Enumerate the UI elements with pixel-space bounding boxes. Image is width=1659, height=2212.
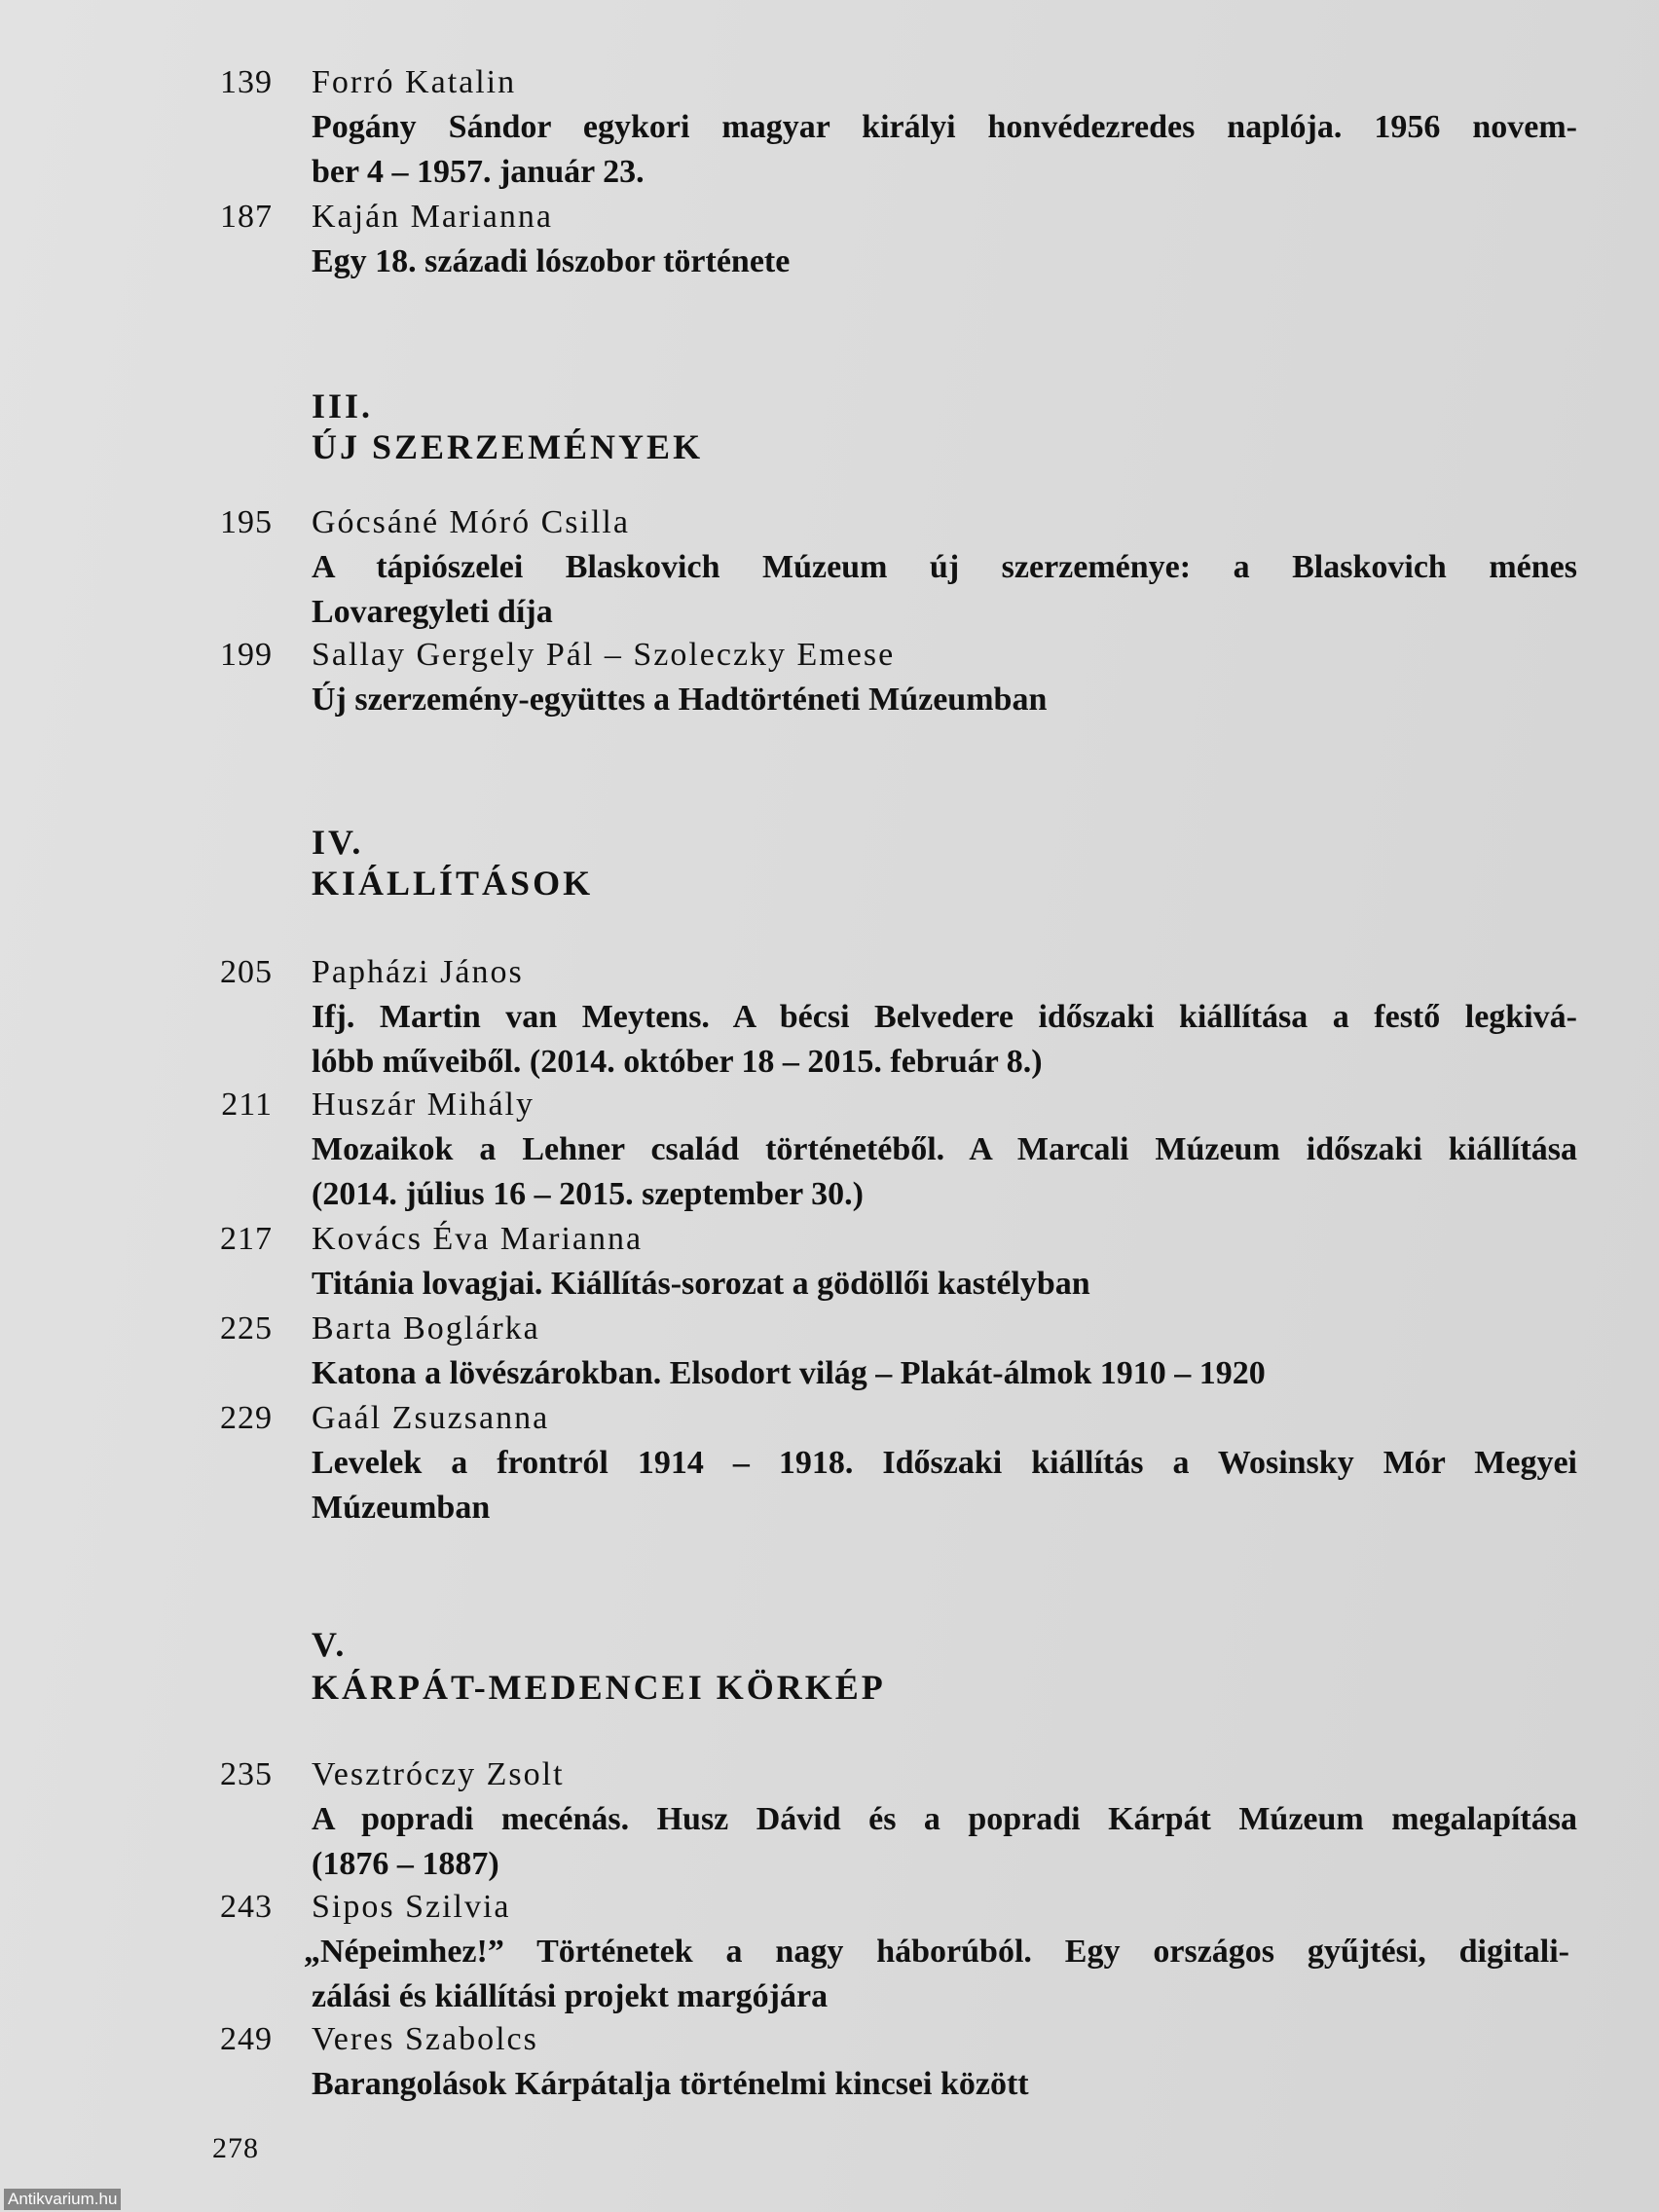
- entry-title-line: Új szerzemény-együttes a Hadtörténeti Múzeumban: [312, 682, 1048, 718]
- entry-page-number: 225: [220, 1310, 273, 1346]
- entry-author: Gaál Zsuzsanna: [312, 1400, 550, 1436]
- entry-author: Sallay Gergely Pál – Szoleczky Emese: [312, 637, 896, 673]
- entry-title-line: Múzeumban: [312, 1490, 491, 1526]
- entry-page-number: 195: [220, 504, 273, 540]
- entry-author: Veres Szabolcs: [312, 2021, 538, 2057]
- entry-author: Forró Katalin: [312, 64, 517, 100]
- entry-title-line: lóbb műveiből. (2014. október 18 – 2015. február 8.): [312, 1044, 1043, 1080]
- section-title: ÚJ SZERZEMÉNYEK: [312, 427, 704, 466]
- entry-author: Papházi János: [312, 954, 524, 990]
- entry-author: Huszár Mihály: [312, 1087, 535, 1123]
- entry-title-line: Lovaregyleti díja: [312, 594, 553, 630]
- section-number: V.: [312, 1625, 348, 1664]
- entry-author: Kovács Éva Marianna: [312, 1221, 644, 1257]
- entry-author: Gócsáné Móró Csilla: [312, 504, 630, 540]
- entry-title-line: Katona a lövészárokban. Elsodort világ – Plakát-álmok 1910 – 1920: [312, 1355, 1266, 1391]
- entry-author: Barta Boglárka: [312, 1310, 540, 1346]
- entry-title-line: Barangolások Kárpátalja történelmi kincsei között: [312, 2066, 1029, 2102]
- entry-title-line: ber 4 – 1957. január 23.: [312, 154, 645, 190]
- entry-title-line: Ifj. Martin van Meytens. A bécsi Belvedere időszaki kiállítása a festő legkivá-: [312, 999, 1577, 1035]
- entry-page-number: 205: [220, 954, 273, 990]
- entry-title-line: Egy 18. századi lószobor története: [312, 243, 791, 279]
- entry-author: Kaján Marianna: [312, 199, 553, 235]
- section-number: IV.: [312, 823, 364, 862]
- entry-page-number: 217: [220, 1221, 273, 1257]
- page-number: 278: [212, 2132, 259, 2164]
- entry-title-line: Mozaikok a Lehner család történetéből. A Marcali Múzeum időszaki kiállítása: [312, 1131, 1577, 1167]
- entry-title-line: zálási és kiállítási projekt margójára: [312, 1978, 829, 2014]
- entry-page-number: 235: [220, 1756, 273, 1792]
- section-title: KIÁLLÍTÁSOK: [312, 864, 594, 903]
- entry-author: Vesztróczy Zsolt: [312, 1756, 565, 1792]
- entry-title-line: Levelek a frontról 1914 – 1918. Időszaki kiállítás a Wosinsky Mór Megyei: [312, 1445, 1577, 1481]
- entry-page-number: 243: [220, 1889, 273, 1925]
- entry-title-line: Titánia lovagjai. Kiállítás-sorozat a gödöllői kastélyban: [312, 1266, 1090, 1302]
- watermark: Antikvarium.hu: [4, 2189, 121, 2210]
- section-number: III.: [312, 387, 374, 425]
- entry-title-line: „Népeimhez!” Történetek a nagy háborúból. Egy országos gyűjtési, digitali-: [304, 1934, 1569, 1970]
- entry-page-number: 199: [220, 637, 273, 673]
- entry-title-line: (1876 – 1887): [312, 1846, 499, 1882]
- entry-author: Sipos Szilvia: [312, 1889, 511, 1925]
- entry-page-number: 229: [220, 1400, 273, 1436]
- entry-title-line: A tápiószelei Blaskovich Múzeum új szerzeménye: a Blaskovich ménes: [312, 549, 1577, 585]
- entry-title-line: A popradi mecénás. Husz Dávid és a popradi Kárpát Múzeum megalapítása: [312, 1801, 1577, 1837]
- entry-title-line: Pogány Sándor egykori magyar királyi honvédezredes naplója. 1956 novem-: [312, 109, 1577, 145]
- entry-page-number: 139: [220, 64, 273, 100]
- entry-page-number: 249: [220, 2021, 273, 2057]
- section-title: KÁRPÁT-MEDENCEI KÖRKÉP: [312, 1668, 886, 1707]
- entry-title-line: (2014. július 16 – 2015. szeptember 30.): [312, 1176, 864, 1212]
- entry-page-number: 187: [220, 199, 273, 235]
- entry-page-number: 211: [221, 1087, 273, 1123]
